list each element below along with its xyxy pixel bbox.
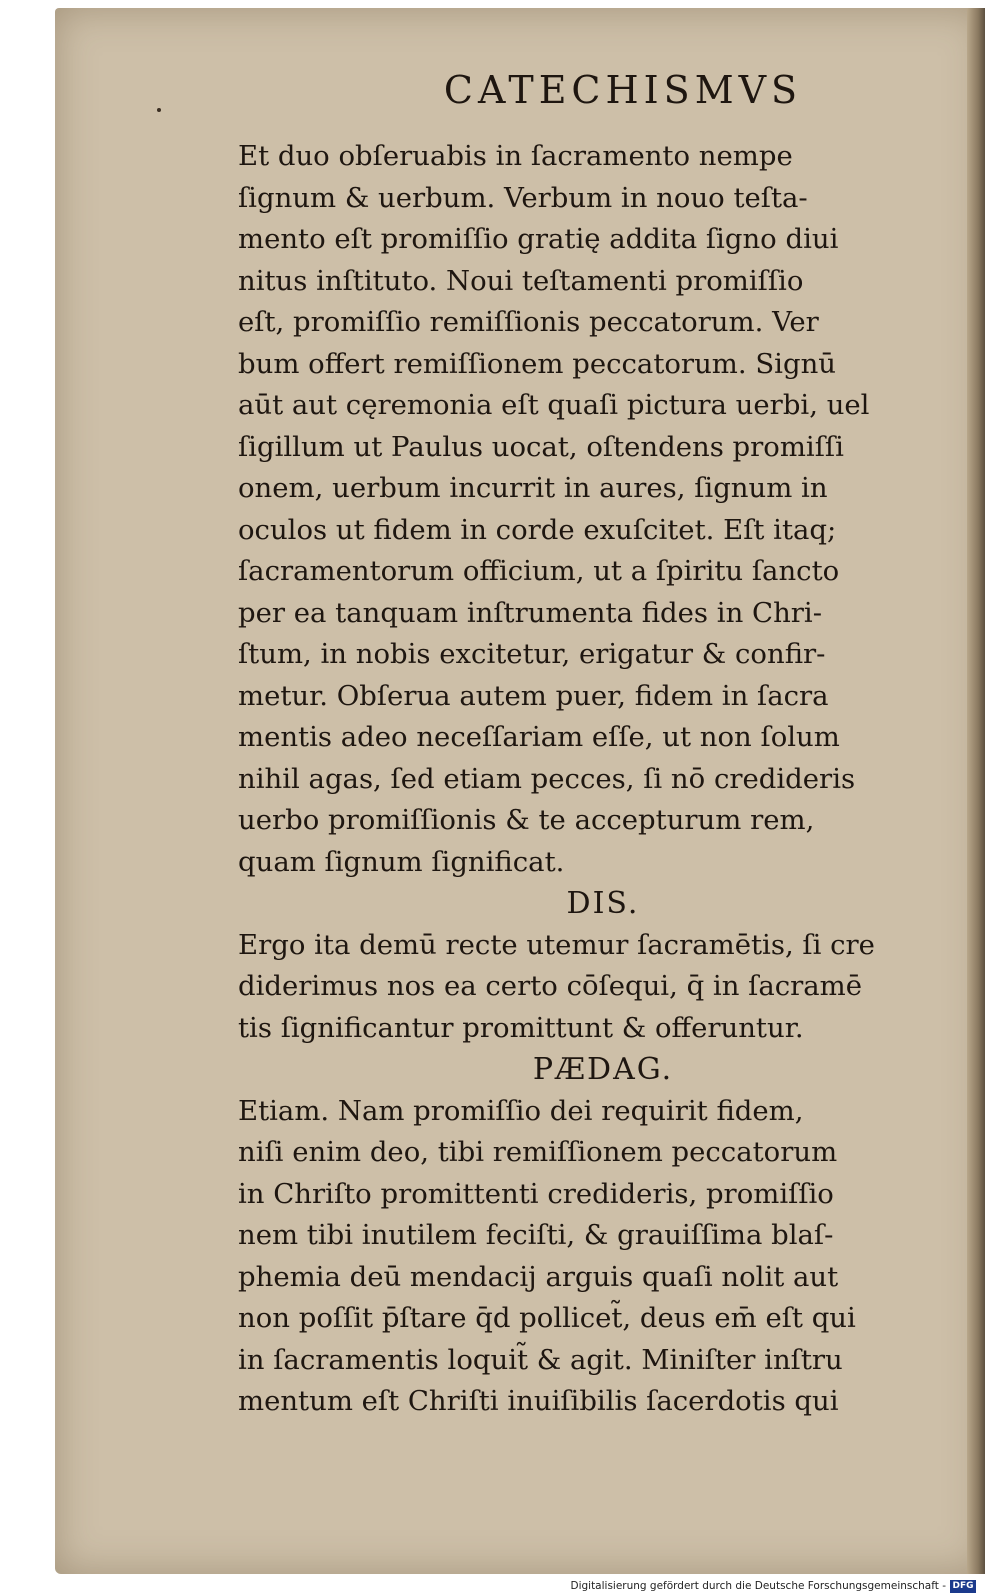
text-line: onem, uerbum incurrit in aures, ſignum in	[238, 472, 828, 504]
text-line: non poſſit p̄ſtare q̄d pollicet̃, deus em̄ eſt qui	[238, 1302, 856, 1334]
running-header: CATECHISMVS	[443, 68, 803, 112]
page-text	[238, 64, 968, 1423]
text-line: Ergo ita demū recte utemur ſacramētis, ſi cre	[238, 928, 875, 961]
text-line: ſigillum ut Paulus uocat, oſtendens promiſſi	[238, 430, 844, 463]
digitization-footer	[0, 1578, 1000, 1596]
text-line: aūt aut cęremonia eſt quaſi pictura uerbi, uel	[238, 389, 870, 421]
text-line: diderimus nos ea certo cōſequi, q̄ in ſacramē	[238, 970, 863, 1002]
paragraph-3	[238, 1091, 968, 1423]
text-line: nem tibi inutilem feciſti, & grauiſſima blaſ-	[238, 1219, 834, 1251]
text-line: Etiam. Nam promiſſio dei requirit fidem,	[238, 1094, 804, 1127]
text-line: oculos ut fidem in corde exuſcitet. Eſt itaq;	[238, 513, 837, 546]
text-line: nitus inſtituto. Noui teſtamenti promiſſio	[238, 264, 804, 297]
text-line: mentis adeo neceſſariam eſſe, ut non ſolum	[238, 721, 840, 753]
text-line: uerbo promiſſionis & te accepturum rem,	[238, 804, 815, 836]
text-line: quam ſignum ſignificat.	[238, 845, 565, 878]
text-line: metur. Obſerua autem puer, fidem in ſacra	[238, 679, 829, 712]
text-line: niſi enim deo, tibi remiſſionem peccatorum	[238, 1136, 838, 1168]
text-line: phemia deū mendacij arguis quaſi nolit aut	[238, 1260, 839, 1293]
text-line: in ſacramentis loquit̃ & agit. Miniſter inſtru	[238, 1343, 843, 1376]
text-line: per ea tanquam inſtrumenta fides in Chri-	[238, 596, 823, 629]
speaker-label-dis: DIS.	[566, 886, 640, 921]
text-line: tis ſignificantur promittunt & offeruntur.	[238, 1011, 804, 1044]
text-line: ſignum & uerbum. Verbum in nouo teſta-	[238, 181, 808, 214]
text-line: mento eſt promiſſio gratię addita ſigno diui	[238, 223, 839, 255]
paragraph-2	[238, 925, 968, 1050]
dfg-logo: DFG	[950, 1580, 976, 1593]
page-edge	[967, 8, 985, 1574]
text-line: Et duo obſeruabis in ſacramento nempe	[238, 140, 793, 172]
text-line: bum offert remiſſionem peccatorum. Signū	[238, 347, 837, 380]
text-line: in Chriſto promittenti credideris, promiſſio	[238, 1177, 834, 1210]
speaker-label-paedag: PÆDAG.	[532, 1052, 674, 1087]
text-line: nihil agas, ſed etiam pecces, ſi nō credideris	[238, 762, 856, 795]
text-line: mentum eſt Chriſti inuiſibilis ſacerdotis qui	[238, 1385, 839, 1417]
funding-credit: Digitalisierung gefördert durch die Deutsche Forschungsgemeinschaft -	[570, 1580, 946, 1592]
text-line: ſtum, in nobis excitetur, erigatur & confir-	[238, 638, 826, 670]
ink-spot	[157, 108, 161, 112]
text-line: eſt, promiſſio remiſſionis peccatorum. Ver	[238, 306, 819, 338]
text-line: ſacramentorum officium, ut a ſpiritu ſancto	[238, 555, 840, 587]
paragraph-1	[238, 136, 968, 883]
